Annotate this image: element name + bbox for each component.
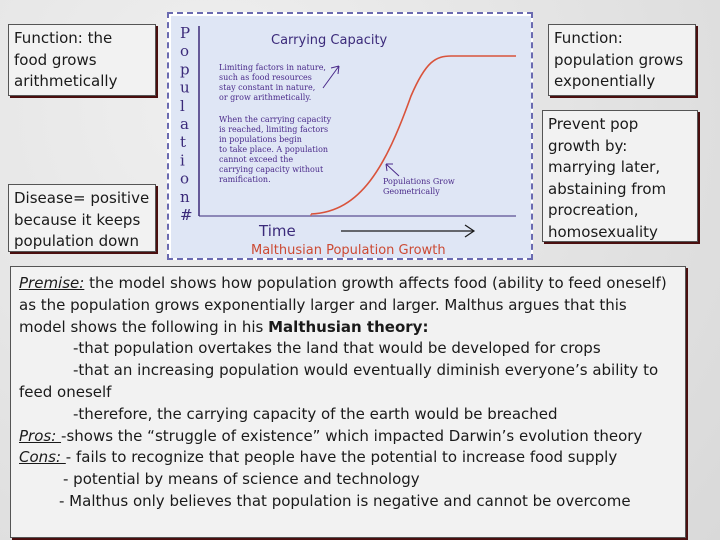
- y-axis-letter: p: [180, 60, 190, 79]
- point-1: -that population overtakes the land that would be developed for crops: [73, 339, 601, 358]
- cons-line-2: - potential by means of science and technology: [63, 470, 420, 489]
- cons-label: Cons:: [19, 448, 66, 467]
- note2-line: ramification.: [219, 175, 271, 184]
- food-arithmetic-text: Function: the food grows arithmetically: [14, 29, 118, 90]
- y-axis-letters: [180, 24, 193, 224]
- y-axis-letter: P: [180, 24, 191, 42]
- y-axis-letter: n: [180, 187, 190, 206]
- point-2b: feed oneself: [19, 382, 112, 401]
- y-axis-letter: l: [180, 96, 185, 115]
- premise-panel: [10, 266, 686, 538]
- point-2a: -that an increasing population would eventually diminish everyone’s ability to: [73, 361, 659, 380]
- y-axis-letter: #: [180, 206, 193, 224]
- note2-line: is reached, limiting factors: [219, 125, 329, 134]
- note2-line: When the carrying capacity: [219, 115, 332, 124]
- y-axis-letter: u: [180, 78, 190, 97]
- disease-text: Disease= positive because it keeps population down: [14, 189, 150, 250]
- note1-line: or grow arithmetically.: [219, 93, 312, 102]
- note2-line: in populations begin: [219, 135, 302, 144]
- note1-line: Limiting factors in nature,: [219, 63, 326, 72]
- note3-line: Geometrically: [383, 187, 440, 196]
- figure-title: Carrying Capacity: [271, 33, 388, 48]
- note1-line: such as food resources: [219, 73, 312, 82]
- carrying-capacity-note: [219, 115, 332, 184]
- cons-line: [19, 447, 677, 469]
- x-axis-label: Time: [259, 222, 296, 240]
- premise-paragraph: [19, 273, 677, 338]
- cons-text: - fails to recognize that people have the potential to increase food supply: [65, 448, 618, 467]
- disease-box: [8, 184, 156, 252]
- note2-line: to take place. A population: [219, 145, 329, 154]
- note3-line: Populations Grow: [383, 177, 455, 186]
- y-axis-letter: i: [180, 151, 185, 170]
- y-axis-letter: o: [180, 169, 190, 188]
- premise-label: Premise:: [19, 274, 85, 292]
- note3-arrow-icon: [386, 164, 399, 176]
- carrying-capacity-diagram: [171, 16, 531, 258]
- note1-line: stay constant in nature,: [219, 83, 316, 92]
- prevent-growth-text: Prevent pop growth by: marrying later, abstaining from procreation, homosexuality: [548, 115, 667, 241]
- pros-line: [19, 426, 677, 448]
- premise-text: the model shows how population growth affects food (ability to feed oneself) as the population grows exponentially larger and larger. Malthus argues that this model shows the following in his: [19, 274, 667, 336]
- pros-text: -shows the “struggle of existence” which impacted Darwin’s evolution theory: [61, 426, 643, 445]
- population-exponential-box: [548, 24, 696, 96]
- food-arithmetic-box: [8, 24, 156, 96]
- population-exponential-text: Function: population grows exponentially: [554, 29, 684, 90]
- pros-label: Pros:: [19, 426, 62, 445]
- figure-caption: Malthusian Population Growth: [251, 243, 446, 258]
- note2-line: carrying capacity without: [219, 165, 324, 174]
- prevent-growth-box: [542, 110, 698, 242]
- y-axis-letter: a: [180, 115, 189, 133]
- point-3: -therefore, the carrying capacity of the earth would be breached: [73, 404, 558, 423]
- note2-line: cannot exceed the: [219, 155, 294, 164]
- geometric-growth-note: [383, 177, 455, 196]
- limiting-factors-note: [219, 63, 326, 102]
- theory-name: Malthusian theory:: [268, 317, 429, 336]
- malthus-figure: [167, 12, 533, 260]
- y-axis-letter: o: [180, 42, 190, 61]
- cons-line-3: - Malthus only believes that population is negative and cannot be overcome: [59, 491, 631, 510]
- y-axis-letter: t: [180, 133, 187, 152]
